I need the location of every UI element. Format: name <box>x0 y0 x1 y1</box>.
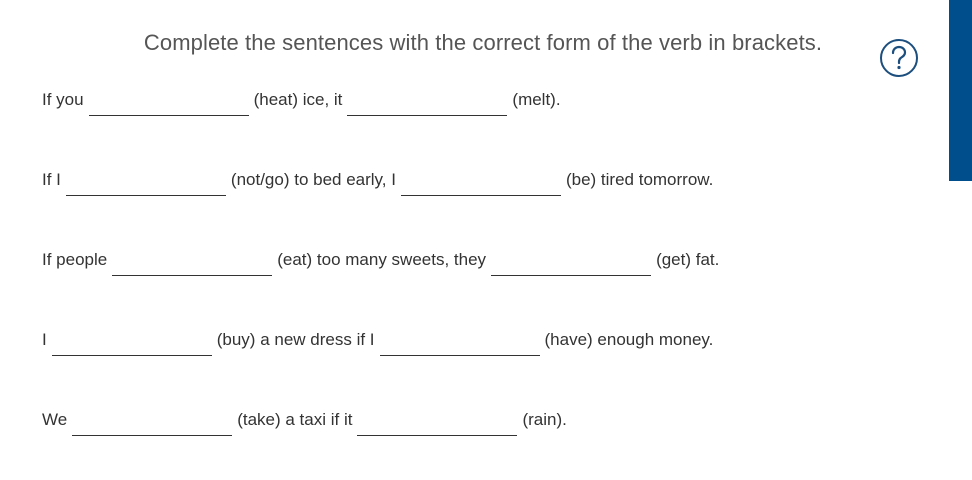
sentence-text: (melt). <box>512 90 561 109</box>
question-mark-icon <box>889 45 909 71</box>
sentence-text: If you <box>42 90 84 109</box>
sentence-text: I <box>42 330 47 349</box>
answer-blank-5b[interactable] <box>357 412 517 436</box>
answer-blank-3b[interactable] <box>491 252 651 276</box>
sentence-text: (eat) too many sweets, they <box>277 250 487 269</box>
answer-blank-2b[interactable] <box>401 172 561 196</box>
sentence-text: (not/go) to bed early, I <box>230 170 396 189</box>
answer-blank-1b[interactable] <box>347 92 507 116</box>
sentence-text: (be) tired tomorrow. <box>565 170 714 189</box>
side-panel-tab[interactable] <box>949 0 972 181</box>
sentence-5 <box>42 405 567 435</box>
sentence-text: (get) fat. <box>656 250 720 269</box>
instruction-heading: Complete the sentences with the correct form of the verb in brackets. <box>143 30 823 55</box>
sentence-text: If I <box>42 170 61 189</box>
answer-blank-4a[interactable] <box>52 332 212 356</box>
sentence-text: (take) a taxi if it <box>237 410 353 429</box>
answer-blank-4b[interactable] <box>380 332 540 356</box>
answer-blank-3a[interactable] <box>112 252 272 276</box>
sentence-2 <box>42 165 713 195</box>
answer-blank-5a[interactable] <box>72 412 232 436</box>
sentence-3 <box>42 245 719 275</box>
sentence-text: (rain). <box>522 410 567 429</box>
help-button[interactable] <box>880 39 918 77</box>
answer-blank-1a[interactable] <box>89 92 249 116</box>
sentence-1 <box>42 85 561 115</box>
sentence-text: (heat) ice, it <box>253 90 343 109</box>
sentence-text: We <box>42 410 68 429</box>
sentence-text: (buy) a new dress if I <box>216 330 375 349</box>
sentence-4 <box>42 325 713 355</box>
answer-blank-2a[interactable] <box>66 172 226 196</box>
sentence-text: If people <box>42 250 108 269</box>
sentence-text: (have) enough money. <box>544 330 714 349</box>
